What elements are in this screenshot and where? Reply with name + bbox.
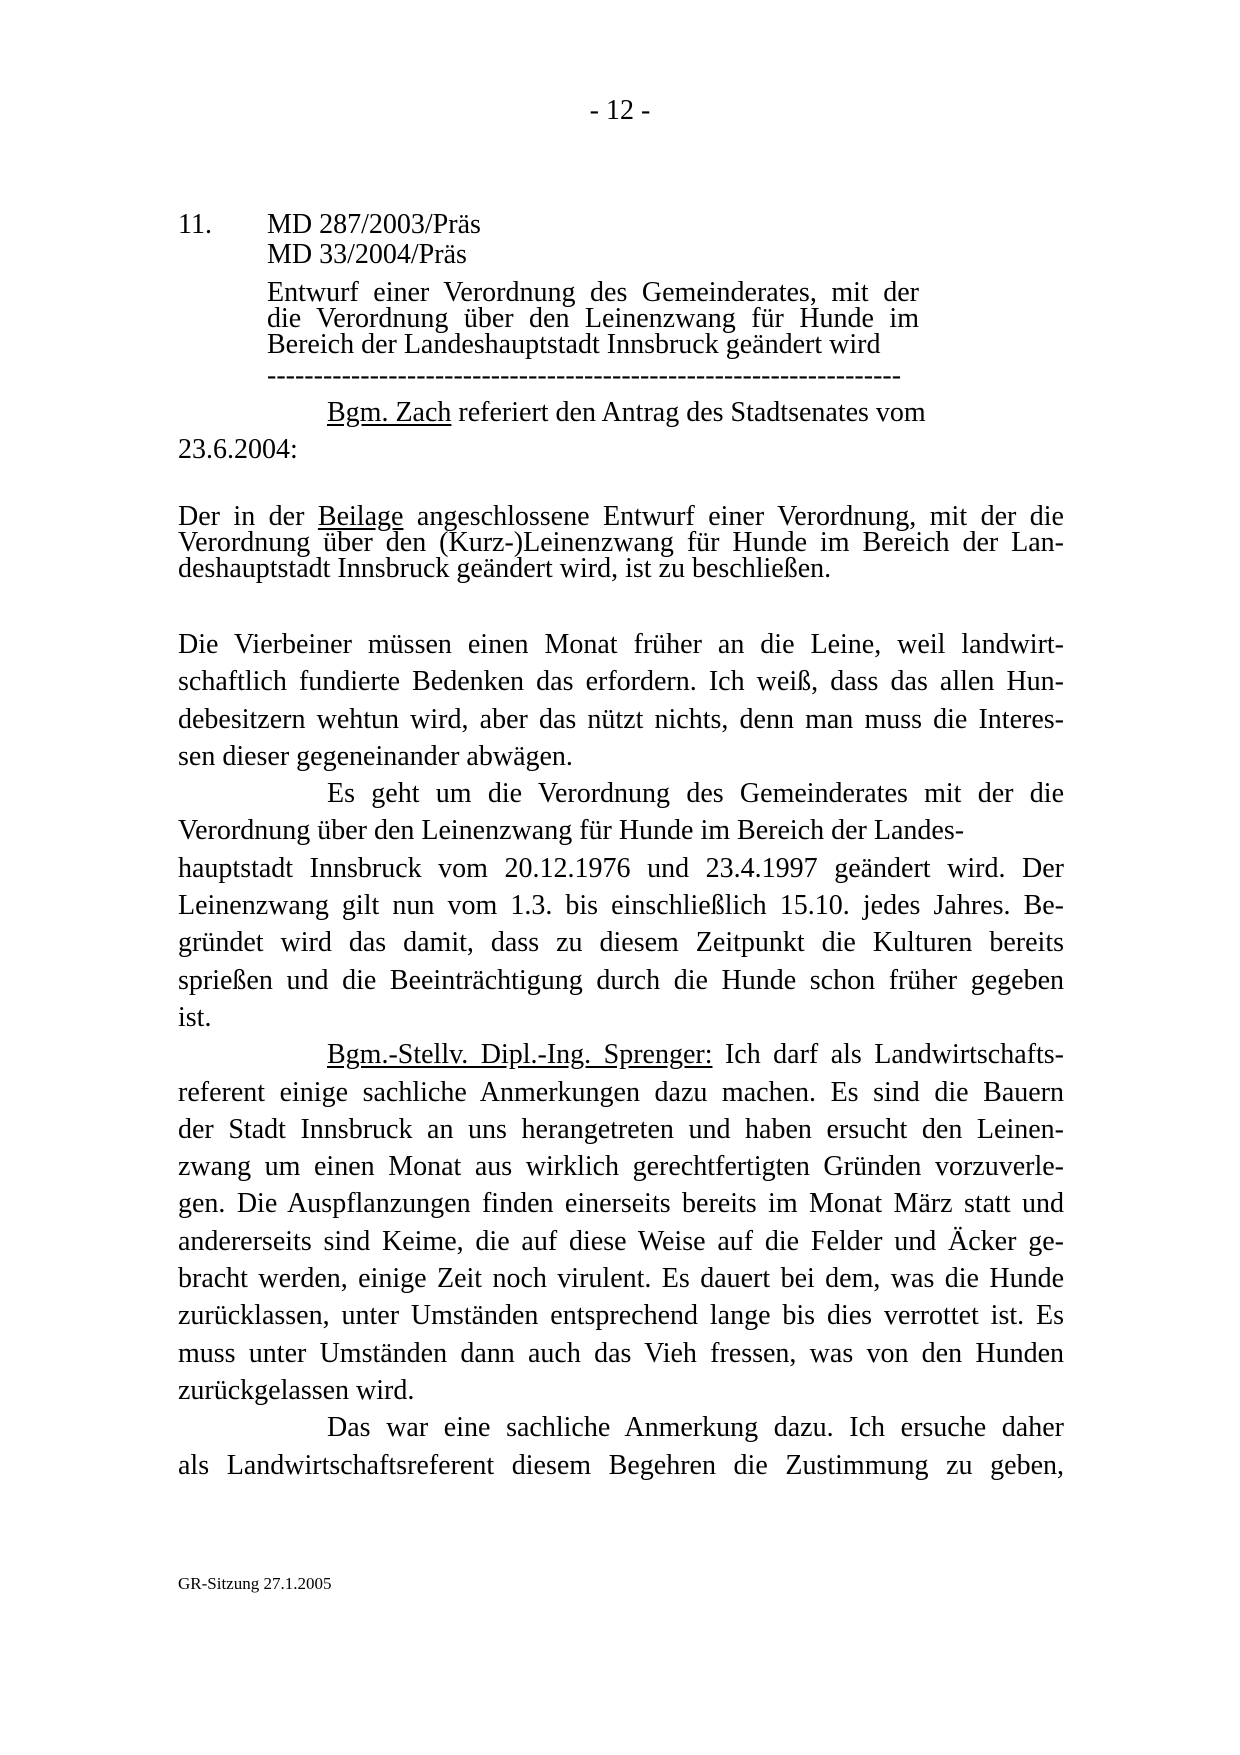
motion-line: Der in der Beilage angeschlossene Entwurf einer Verordnung, mit der die (178, 501, 1064, 532)
body-line: zurückgelassen wird. (178, 1374, 415, 1406)
agenda-item-number: 11. (178, 209, 212, 240)
body-line: Leinenzwang gilt nun vom 1.3. bis einschließlich 15.10. jedes Jahres. Be- (178, 890, 1064, 922)
body-line: ist. (178, 1001, 212, 1033)
body-line: referent einige sachliche Anmerkungen dazu machen. Es sind die Bauern (178, 1076, 1064, 1108)
body-line: Die Vierbeiner müssen einen Monat früher an die Leine, weil landwirt- (178, 629, 1064, 660)
body-line: zwang um einen Monat aus wirklich gerechtfertigten Gründen vorzuverle- (178, 1151, 1064, 1183)
body-line: bracht werden, einige Zeit noch virulent. Es dauert bei dem, was die Hunde (178, 1263, 1064, 1295)
body-line: Bgm.-Stellv. Dipl.-Ing. Sprenger: Ich darf als Landwirtschafts- (327, 1039, 1064, 1071)
page-footer: GR-Sitzung 27.1.2005 (178, 1574, 332, 1593)
report-text: referiert den Antrag des Stadtsenates vom (451, 397, 926, 428)
title-line: Entwurf einer Verordnung des Gemeinderates, mit der (267, 277, 919, 308)
speaker-name: Bgm. Zach (327, 397, 452, 428)
body-line: sprießen und die Beeinträchtigung durch die Hunde schon früher gegeben (178, 964, 1064, 996)
body-line: andererseits sind Keime, die auf diese Weise auf die Felder und Äcker ge- (178, 1225, 1064, 1257)
agenda-item-title (267, 277, 919, 360)
body-line: hauptstadt Innsbruck vom 20.12.1976 und 23.4.1997 geändert wird. Der (178, 852, 1064, 884)
report-line (327, 397, 926, 429)
body-line: Verordnung über den Leinenzwang für Hunde im Bereich der Landes- (178, 815, 965, 847)
body-line: zurücklassen, unter Umständen entsprechend lange bis dies verrottet ist. Es (178, 1300, 1064, 1332)
separator-line: -------------------------------------------------------------------- (267, 366, 902, 386)
body-line: Es geht um die Verordnung des Gemeinderates mit der die (327, 778, 1064, 810)
title-line: Bereich der Landeshauptstadt Innsbruck geändert wird (267, 329, 881, 360)
body-line: der Stadt Innsbruck an uns herangetreten und haben ersucht den Leinen- (178, 1113, 1064, 1145)
title-line: die Verordnung über den Leinenzwang für Hunde im (267, 303, 919, 334)
body-line: schaftlich fundierte Bedenken das erfordern. Ich weiß, dass das allen Hun- (178, 666, 1064, 698)
body-line: muss unter Umständen dann auch das Vieh fressen, was von den Hunden (178, 1337, 1064, 1369)
report-date: 23.6.2004: (178, 434, 298, 465)
reference-number: MD 287/2003/Präs (267, 209, 481, 240)
attachment-link-text: Beilage (317, 501, 404, 532)
motion-line: Verordnung über den (Kurz-)Leinenzwang für Hunde im Bereich der Lan- (178, 527, 1064, 558)
body-line: gen. Die Auspflanzungen finden einerseits bereits im Monat März statt und (178, 1188, 1064, 1220)
body-line: debesitzern wehtun wird, aber das nützt nichts, denn man muss die Interes- (178, 703, 1064, 735)
body-line: gründet wird das damit, dass zu diesem Zeitpunkt die Kulturen bereits (178, 927, 1064, 959)
page-number: - 12 - (589, 95, 651, 126)
reference-number: MD 33/2004/Präs (267, 239, 467, 270)
motion-line: deshauptstadt Innsbruck geändert wird, ist zu beschließen. (178, 553, 832, 584)
body-line: Das war eine sachliche Anmerkung dazu. Ich ersuche daher (327, 1412, 1064, 1444)
body-line: als Landwirtschaftsreferent diesem Begehren die Zustimmung zu geben, (178, 1449, 1064, 1481)
body-text (178, 626, 1064, 1484)
motion-paragraph (178, 501, 1064, 584)
body-line: sen dieser gegeneinander abwägen. (178, 740, 573, 772)
speaker-name: Bgm.-Stellv. Dipl.-Ing. Sprenger: (327, 1039, 713, 1071)
